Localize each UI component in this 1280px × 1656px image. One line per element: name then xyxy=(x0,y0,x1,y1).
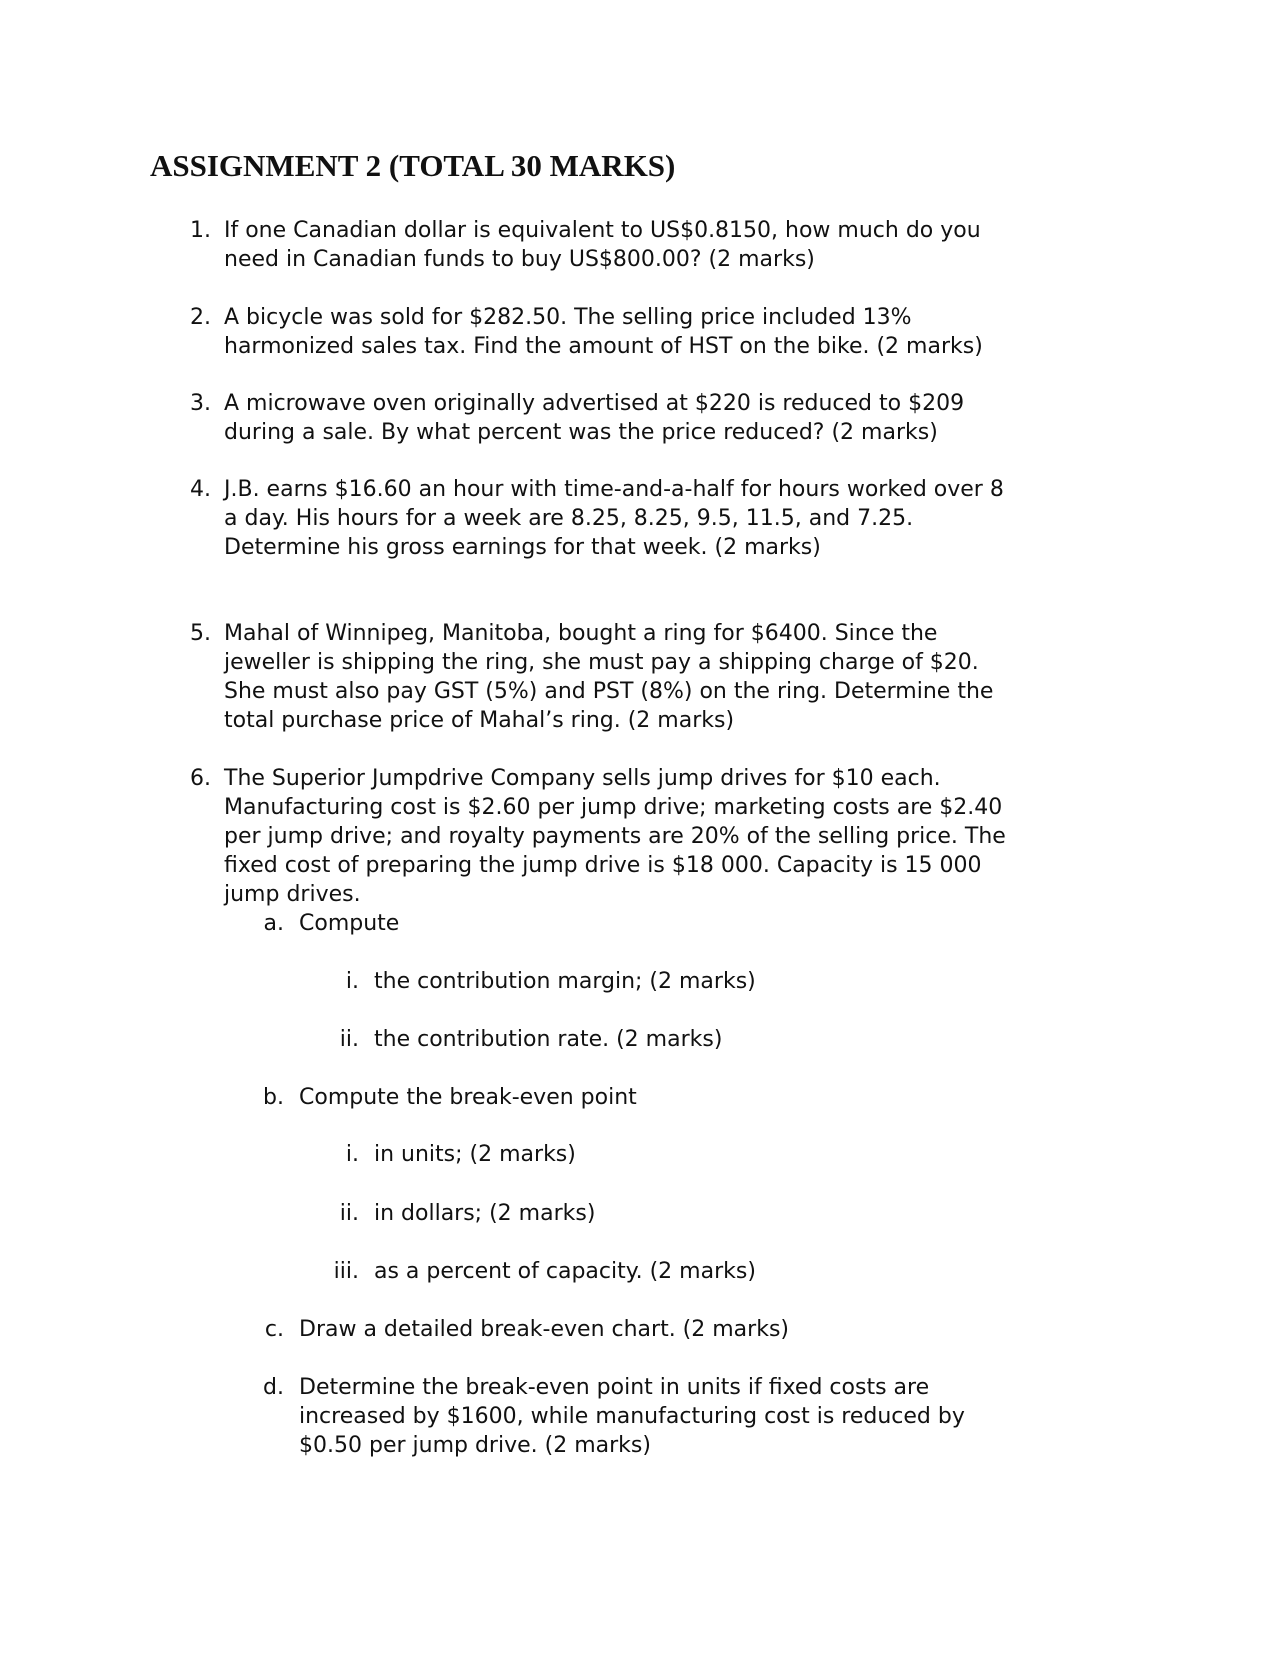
subpart-text: the contribution margin; (2 marks) xyxy=(374,969,756,994)
subpart-text: in dollars; (2 marks) xyxy=(374,1201,596,1226)
subpart-text: as a percent of capacity. (2 marks) xyxy=(374,1259,756,1284)
subpart-label: i. xyxy=(345,969,359,994)
question-number: 1. xyxy=(190,218,211,243)
question-number: 6. xyxy=(190,766,211,791)
subpart-label: ii. xyxy=(339,1201,359,1226)
part-text: Compute the break-even point xyxy=(299,1085,637,1110)
question-number: 2. xyxy=(190,305,211,330)
part-label: b. xyxy=(263,1085,284,1110)
subpart-label: ii. xyxy=(339,1027,359,1052)
part-label: a. xyxy=(263,911,284,936)
subpart-text: in units; (2 marks) xyxy=(374,1142,576,1167)
part-text: Draw a detailed break-even chart. (2 marks) xyxy=(299,1317,789,1342)
question-number: 4. xyxy=(190,477,211,502)
question-number: 5. xyxy=(190,621,211,646)
question-text: The Superior Jumpdrive Company sells jump drives for $10 each. Manufacturing cost is $2.60 per jump drive; marketing costs are $2.40 per jump drive; and royalty payments are 20% of the selling price. The fixed cost of preparing the jump drive is $18 000. Capacity is 15 000 jump drives. xyxy=(224,766,1006,907)
part-label: d. xyxy=(263,1375,284,1400)
part-label: c. xyxy=(264,1317,284,1342)
page-title: ASSIGNMENT 2 (TOTAL 30 MARKS) xyxy=(150,148,676,183)
subpart-label: i. xyxy=(345,1142,359,1167)
subpart-text: the contribution rate. (2 marks) xyxy=(374,1027,723,1052)
question-number: 3. xyxy=(190,391,211,416)
subpart-label: iii. xyxy=(333,1259,359,1284)
question-text: J.B. earns $16.60 an hour with time-and-a-half for hours worked over 8 a day. His hours for a week are 8.25, 8.25, 9.5, 11.5, and 7.25. Determine his gross earnings for that week. (2 marks) xyxy=(224,477,1004,560)
question-text: A bicycle was sold for $282.50. The selling price included 13% harmonized sales tax. Find the amount of HST on the bike. (2 marks) xyxy=(224,305,983,359)
question-text: A microwave oven originally advertised at $220 is reduced to $209 during a sale. By what percent was the price reduced? (2 marks) xyxy=(224,391,965,445)
part-text: Determine the break-even point in units if fixed costs are increased by $1600, while manufacturing cost is reduced by $0.50 per jump drive. (2 marks) xyxy=(299,1375,965,1458)
part-text: Compute xyxy=(299,911,400,936)
question-text: If one Canadian dollar is equivalent to US$0.8150, how much do you need in Canadian funds to buy US$800.00? (2 marks) xyxy=(224,218,981,272)
question-text: Mahal of Winnipeg, Manitoba, bought a ring for $6400. Since the jeweller is shipping the ring, she must pay a shipping charge of $20. She must also pay GST (5%) and PST (8%) on the ring. Determine the total purchase price of Mahal’s ring. (2 marks) xyxy=(224,621,994,733)
